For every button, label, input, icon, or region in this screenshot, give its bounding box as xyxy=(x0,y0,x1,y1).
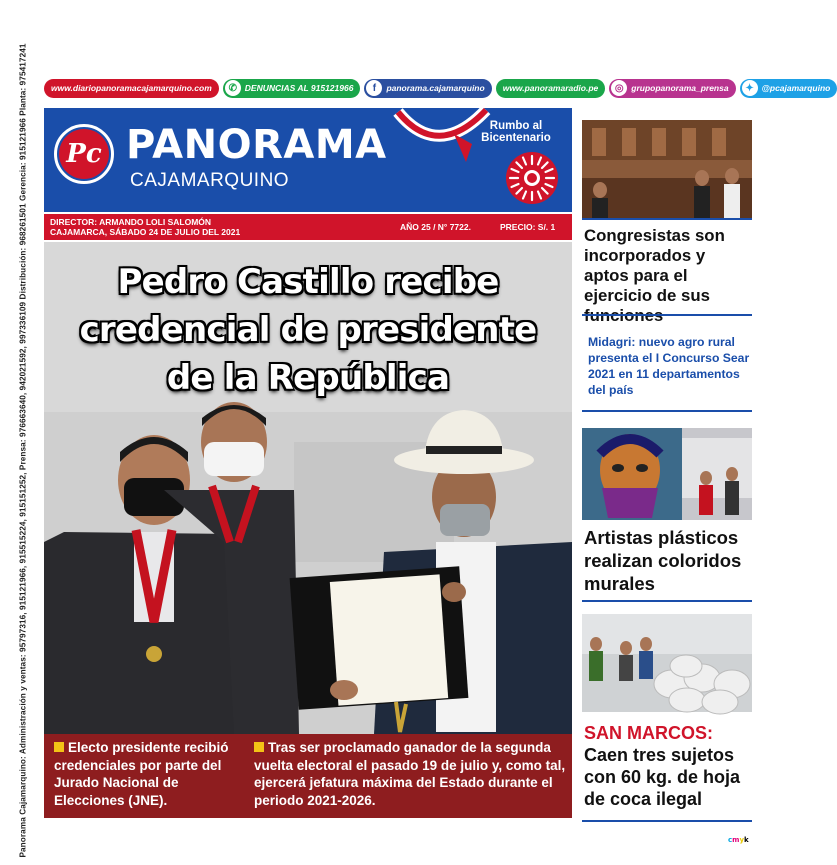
contact-bar xyxy=(44,76,831,100)
newspaper-subtitle: CAJAMARQUINO xyxy=(130,170,290,191)
bullet-square-icon xyxy=(54,742,64,752)
masthead xyxy=(44,108,572,212)
murals-photo[interactable] xyxy=(582,428,752,520)
coca-seizure-photo[interactable] xyxy=(582,614,752,712)
story-san-marcos-headline[interactable] xyxy=(584,722,754,810)
twitter-icon: ✦ xyxy=(742,80,758,96)
story-midagri-headline[interactable]: Midagri: nuevo agro rural presenta el I Concurso Sear 2021 en 11 departamentos del país xyxy=(588,335,750,397)
caption-1 xyxy=(54,739,244,809)
story-divider xyxy=(582,218,752,220)
caption-1-text: Electo presidente recibió credenciales por parte del Jurado Nacional de Elecciones (JNE). xyxy=(54,740,229,808)
denuncias-link[interactable] xyxy=(223,79,361,98)
logo xyxy=(54,124,114,184)
bicentenario-emblem-icon xyxy=(504,150,560,206)
story-divider xyxy=(582,820,752,822)
instagram-label: grupopanorama_prensa xyxy=(631,83,729,93)
mural-illustration xyxy=(582,428,752,520)
headline-line-3: de la República xyxy=(166,358,450,398)
main-story-photo[interactable] xyxy=(44,242,572,734)
edition-number: AÑO 25 / N° 7722. xyxy=(400,222,471,232)
twitter-link[interactable] xyxy=(740,79,837,98)
price-text: PRECIO: S/. 1 xyxy=(500,222,556,232)
credits-text: Panorama Cajamarquino: Administración y ventas: 95797316, 915121966, 915515224, 915151252, Prensa: 976663640, 942021592, 997336109 Distribución: 968261501 Gerencia: 915121966 Planta: 975417241 xyxy=(18,42,28,858)
whatsapp-icon: ✆ xyxy=(225,80,241,96)
facebook-link[interactable] xyxy=(364,79,491,98)
caption-2-text: Tras ser proclamado ganador de la segunda vuelta electoral el pasado 19 de julio y, como tal, ejercerá jefatura máxima del Estado durante el periodo 2021-2026. xyxy=(254,740,566,808)
edition-bar xyxy=(44,214,572,240)
bicentenario-badge xyxy=(477,108,572,212)
website-label: www.diariopanoramacajamarquino.com xyxy=(51,83,212,93)
caption-bar xyxy=(44,734,572,818)
bicentenario-text: Rumbo al Bicentenario xyxy=(481,120,551,144)
story-divider xyxy=(582,600,752,602)
facebook-icon: f xyxy=(366,80,382,96)
director-text: DIRECTOR: ARMANDO LOLI SALOMÓN xyxy=(50,217,212,227)
radio-label: www.panoramaradio.pe xyxy=(502,83,599,93)
newspaper-title: PANORAMA xyxy=(126,122,387,168)
bullet-square-icon xyxy=(254,742,264,752)
story-murales-headline[interactable]: Artistas plásticos realizan coloridos murales xyxy=(584,527,742,594)
headline-line-1: Pedro Castillo recibe xyxy=(117,262,499,302)
denuncias-label: DENUNCIAS AL 915121966 xyxy=(244,83,354,93)
congress-illustration xyxy=(582,120,752,218)
story-divider xyxy=(582,410,752,412)
caption-2 xyxy=(254,739,566,809)
dateline-text: CAJAMARCA, SÁBADO 24 DE JULIO DEL 2021 xyxy=(50,227,241,237)
cmyk-print-mark: cmyk xyxy=(728,836,749,844)
radio-link[interactable] xyxy=(496,79,606,98)
website-link[interactable] xyxy=(44,79,219,98)
instagram-link[interactable] xyxy=(609,79,735,98)
instagram-icon: ◎ xyxy=(611,80,627,96)
twitter-label: @pcajamarquino xyxy=(761,83,831,93)
story-san-marcos-text: Caen tres sujetos con 60 kg. de hoja de coca ilegal xyxy=(584,745,741,809)
congress-photo[interactable] xyxy=(582,120,752,218)
headline-line-2: credencial de presidente xyxy=(79,310,537,350)
logo-mark: Pc xyxy=(59,129,109,179)
story-kicker: SAN MARCOS: xyxy=(584,723,713,743)
facebook-label: panorama.cajamarquino xyxy=(386,83,485,93)
coca-bags-illustration xyxy=(582,614,752,712)
director-block xyxy=(50,217,240,237)
story-congresistas-headline[interactable]: Congresistas son incorporados y aptos para el ejercicio de sus xyxy=(584,226,725,305)
story-divider xyxy=(582,314,752,316)
vertical-credits xyxy=(12,42,34,858)
main-headline xyxy=(44,258,572,402)
